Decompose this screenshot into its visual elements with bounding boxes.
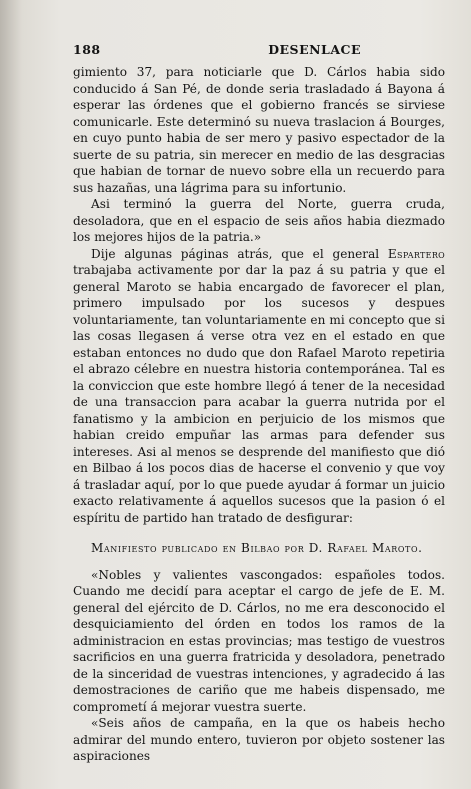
manifest-heading: Manifiesto publicado en Bilbao por D. Rafael Maroto. bbox=[91, 541, 423, 555]
paragraph-continuation: gimiento 37, para noticiarle que D. Cárlos habia sido conducido á San Pé, de donde seria trasladado á Bayona á esperar las órdenes que el gobierno francés se sirviese comunicarle. Este determinó su nueva traslacion á Bourges, en cuyo punto habia de ser mero y pasivo espectador de la suerte de su patria, sin merecer en medio de las desgracias que habian de tornar de nuevo sobre ella un recuerdo para sus hazañas, una lágrima para su infortunio. bbox=[73, 65, 445, 195]
running-title: DESENLACE bbox=[268, 42, 361, 57]
page-text bbox=[73, 42, 445, 765]
page-header bbox=[73, 42, 445, 64]
paragraph-maroto-before: Dije algunas páginas atrás, que el general bbox=[91, 246, 388, 261]
espartero-name: Espartero bbox=[387, 246, 445, 261]
quote-paragraph-2: «Seis años de campaña, en la que os habeis hecho admirar del mundo entero, tuvieron por objeto sostener las aspiraciones bbox=[73, 716, 445, 763]
quote-paragraph-1: «Nobles y valientes vascongados: españoles todos. Cuando me decidí para aceptar el cargo de jefe de E. M. general del ejército de D. Cárlos, no me era desconocido el desquiciamiento del órden en todos los ramos de la administracion en estas provincias; mas testigo de vuestros sacrificios en una guerra fratricida y desoladora, penetrado de la sinceridad de vuestras intenciones, y agradecido á las demostraciones de cariño que me habeis dispensado, me comprometí á mejorar vuestra suerte. bbox=[73, 567, 445, 714]
paragraph-war-end: Asi terminó la guerra del Norte, guerra cruda, desoladora, que en el espacio de seis años habia diezmado los mejores hijos de la patria.» bbox=[73, 197, 445, 244]
page-number: 188 bbox=[73, 42, 101, 57]
paragraph-maroto bbox=[73, 246, 445, 527]
paragraph-maroto-after: trabajaba activamente por dar la paz á su patria y que el general Maroto se habia encargado de favorecer el plan, primero impulsado por los sucesos y despues voluntariamente, tan voluntariamente en mi concepto que si las cosas llegasen á verse otra vez en el estado en que estaban entonces no dudo que don Rafael Maroto repetiria el abrazo célebre en nuestra historia contemporánea. Tal es la conviccion que este hombre llegó á tener de la necesidad de una transaccion para acabar la guerra nutrida por el fanatismo y la ambicion en perjuicio de los mismos que habian creido empuñar las armas para defender sus intereses. Asi al menos se desprende del manifiesto que dió en Bilbao á los pocos dias de hacerse el convenio y que voy á trasladar aquí, por lo que puede ayudar á formar un juicio exacto relativamente á aquellos sucesos que la pasion ó el espíritu de partido han tratado de desfigurar: bbox=[73, 263, 445, 525]
